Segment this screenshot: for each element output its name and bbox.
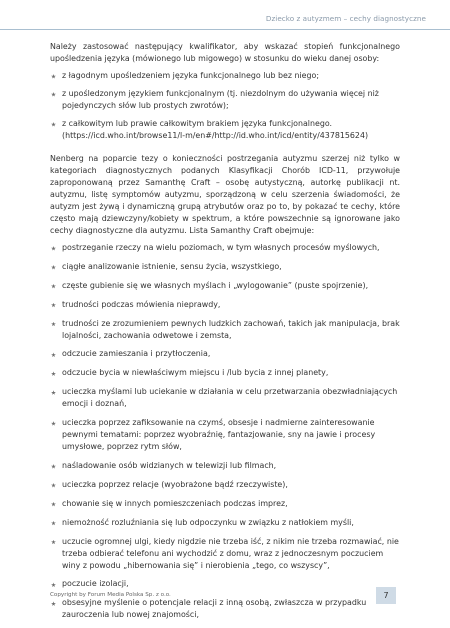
page-content (50, 41, 400, 628)
star-bullet-icon (51, 464, 56, 469)
star-bullet-icon (51, 582, 56, 587)
star-bullet-icon (51, 122, 56, 127)
list-item-text: trudności podczas mówienia nieprawdy, (62, 299, 221, 309)
list-item (50, 242, 400, 254)
star-bullet-icon (51, 483, 56, 488)
list-item-text: z upośledzonym językiem funkcjonalnym (tj. niezdolnym do używania więcej niż pojedynczych słów lub prostych zwrotów); (62, 89, 379, 110)
list-item-text: uczucie ogromnej ulgi, kiedy nigdzie nie trzeba iść, z nikim nie trzeba rozmawiać, nie trzeba odbierać telefonu ani wychodzić z domu, wraz z jednoczesnym poczuciem winy z powodu „hibernowania się” i nierobienia „tego, co wszyscy”, (62, 536, 399, 570)
star-bullet-icon (51, 265, 56, 270)
list-item (50, 417, 400, 453)
list-item (50, 280, 400, 292)
list-item (50, 517, 400, 529)
star-bullet-icon (51, 601, 56, 606)
list-item (50, 498, 400, 510)
list-item (50, 261, 400, 273)
list-item-text: ucieczka myślami lub uciekanie w działania w celu przetwarzania obezwładniających emocji i doznań, (62, 387, 398, 409)
list-item (50, 578, 400, 590)
list-item (50, 460, 400, 472)
list-item-text: z łagodnym upośledzeniem języka funkcjonalnego lub bez niego; (62, 71, 320, 80)
list-item (50, 367, 400, 379)
intro-paragraph: Należy zastosować następujący kwalifikator, aby wskazać stopień funkcjonalnego upośledzenia języka (mówionego lub migowego) w stosunku do wieku danej osoby: (50, 42, 400, 63)
list-item-text: odczucie bycia w niewłaściwym miejscu i /lub bycia z innej planety, (62, 368, 329, 378)
star-bullet-icon (51, 284, 56, 289)
list-item-text: obsesyjne myślenie o potencjale relacji z inną osobą, zwłaszcza w przypadku zauroczenia lub nowej znajomości, (62, 598, 367, 620)
star-bullet-icon (51, 92, 56, 97)
list-item (50, 299, 400, 311)
list-item-text: niemożność rozluźniania się lub odpoczynku w związku z natłokiem myśli, (62, 517, 354, 527)
header-divider (0, 29, 450, 30)
running-header: Dziecko z autyzmem – cechy diagnostyczne (265, 14, 426, 23)
list-item (50, 70, 400, 82)
list-item-text: poczucie izolacji, (62, 579, 129, 589)
star-bullet-icon (51, 371, 56, 376)
craft-paragraph: Nenberg na poparcie tezy o konieczności postrzegania autyzmu szerzej niż tylko w kategoriach diagnostycznych podanych Klasyfikacji Chorób ICD-11, przywołuje zaproponowaną przez Samanthę Craft – osobę autystyczną, autorkę publikacji nt. autyzmu, listę symptomów autyzmu, sporządzoną w celu szerzenia świadomości, że autyzm jest żywą i dynamiczną grupą atrybutów oraz po to, by pokazać te cechy, które często mają dziewczyny/kobiety w spektrum, a które powszechnie są ignorowane jako cechy diagnostyczne dla autyzmu. Lista Samanthy Craft obejmuje: (50, 154, 400, 235)
star-bullet-icon (51, 303, 56, 308)
star-bullet-icon (51, 502, 56, 507)
page-number: 7 (376, 587, 396, 604)
list-item (50, 318, 400, 342)
craft-symptom-list (50, 242, 400, 621)
qualifier-list (50, 70, 400, 142)
star-bullet-icon (51, 390, 56, 395)
star-bullet-icon (51, 540, 56, 545)
copyright-notice: Copyright by Forum Media Polska Sp. z o.o. (50, 592, 171, 598)
list-item-text: ciągłe analizowanie istnienie, sensu życia, wszystkiego, (62, 261, 282, 271)
list-item-text: z całkowitym lub prawie całkowitym brakiem języka funkcjonalnego. (https://icd.who.int/browse11/l-m/en#/http://id.who.int/icd/entity/437815624) (62, 119, 369, 140)
list-item-text: ucieczka poprzez relacje (wyobrażone bądź rzeczywiste), (62, 479, 288, 489)
star-bullet-icon (51, 521, 56, 526)
list-item-text: częste gubienie się we własnych myślach i „wylogowanie” (puste spojrzenie), (62, 280, 369, 290)
list-item (50, 386, 400, 410)
list-item (50, 118, 400, 142)
star-bullet-icon (51, 421, 56, 426)
list-item (50, 536, 400, 572)
list-item (50, 597, 400, 621)
list-item-text: trudności ze zrozumieniem pewnych ludzkich zachowań, takich jak manipulacja, brak lojalności, zachowania odwetowe i zemsta, (62, 318, 400, 340)
list-item (50, 479, 400, 491)
star-bullet-icon (51, 246, 56, 251)
list-item-text: postrzeganie rzeczy na wielu poziomach, w tym własnych procesów myślowych, (62, 243, 380, 252)
star-bullet-icon (51, 74, 56, 79)
star-bullet-icon (51, 352, 56, 357)
star-bullet-icon (51, 322, 56, 327)
list-item (50, 88, 400, 112)
list-item (50, 348, 400, 360)
list-item-text: chowanie się w innych pomieszczeniach podczas imprez, (62, 498, 288, 508)
list-item-text: odczucie zamieszania i przytłoczenia, (62, 349, 211, 359)
list-item-text: ucieczka poprzez zafiksowanie na czymś, obsesje i nadmierne zainteresowanie pewnymi tematami: poprzez wyobraźnię, fantazjowanie, sny na jawie i procesy umysłowe, poprzez rytm słów, (62, 418, 376, 452)
list-item-text: naśladowanie osób widzianych w telewizji lub filmach, (62, 461, 277, 471)
